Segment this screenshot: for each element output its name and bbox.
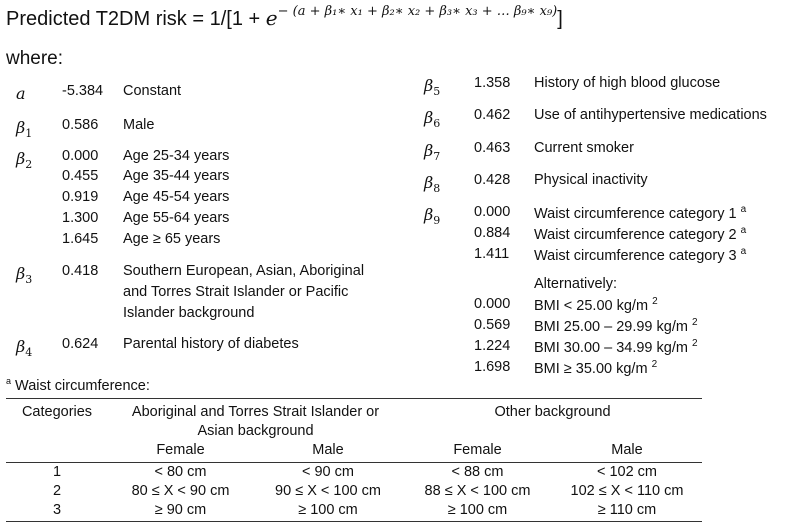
table-cell: 80 ≤ X < 90 cm [131, 483, 230, 499]
coefficient-label-text: Age 45-54 years [123, 189, 230, 205]
coefficient-label [123, 210, 229, 226]
coefficient-symbol [424, 76, 440, 98]
coefficient-symbol-subscript: 3 [25, 273, 33, 287]
superscript-mark: 2 [691, 338, 698, 349]
coefficient-label [534, 317, 698, 335]
coefficient-label-text: History of high blood glucose [534, 75, 721, 91]
subheader-male: Male [552, 441, 702, 463]
coefficient-label-text: Waist circumference category 1 [534, 205, 737, 222]
coefficient-label-text: Age 35-44 years [123, 168, 230, 184]
coefficient-label [534, 338, 698, 356]
formula-exponent: − (a + β₁∗ x₁ + β₂∗ x₂ + β₃∗ x₃ + … β₉∗ x₉) [277, 4, 558, 19]
subheader-female: Female [108, 441, 253, 463]
footnote-text: Waist circumference: [11, 377, 150, 394]
coefficient-label [123, 168, 229, 184]
coefficient-value: 0.624 [62, 336, 99, 352]
coefficient-value: 0.884 [474, 225, 511, 241]
waist-circumference-table [6, 398, 702, 522]
coefficient-symbol [16, 149, 32, 171]
coefficient-symbol-letter: β [424, 173, 434, 192]
coefficient-label-text: BMI 30.00 – 34.99 kg/m [534, 339, 688, 356]
table-header-row [6, 399, 702, 442]
coefficient-label [123, 148, 229, 164]
header-other-group: Other background [403, 399, 702, 442]
coefficient-symbol-subscript: 7 [433, 150, 441, 164]
coefficient-symbol [16, 264, 32, 286]
coefficient-label-text: Constant [123, 83, 182, 99]
coefficient-symbol-letter: β [16, 337, 26, 356]
table-cell: < 80 cm [154, 464, 207, 480]
coefficient-label-text: BMI ≥ 35.00 kg/m [534, 360, 648, 377]
table-cell: < 88 cm [451, 464, 504, 480]
coefficient-value: 0.000 [62, 148, 99, 164]
table-row [6, 463, 702, 483]
coefficient-value: 0.919 [62, 189, 99, 205]
coefficient-label [534, 204, 746, 222]
coefficient-symbol-letter: β [424, 205, 434, 224]
coefficient-label: Southern European, Asian, Aboriginal [123, 263, 365, 279]
coefficient-symbol-letter: β [424, 76, 434, 95]
coefficient-value: -5.384 [62, 83, 104, 99]
coefficient-symbol-subscript: 9 [433, 214, 441, 228]
coefficient-label-text: Physical inactivity [534, 172, 648, 188]
footnote-mark: a [6, 376, 12, 386]
table-row [6, 482, 702, 501]
table-row [6, 501, 702, 522]
coefficient-value: 0.462 [474, 107, 511, 123]
coefficient-label-text: Male [123, 117, 155, 133]
coefficient-label-text: Waist circumference category 3 [534, 247, 737, 264]
coefficient-label-text: Parental history of diabetes [123, 336, 299, 352]
coefficient-symbol-letter: a [16, 84, 26, 103]
coefficient-label-text: Age 55-64 years [123, 210, 230, 226]
coefficient-label [123, 336, 299, 352]
coefficient-symbol [16, 84, 26, 103]
coefficient-label-text: Use of antihypertensive medications [534, 107, 767, 123]
coefficient-symbol-subscript: 1 [25, 127, 33, 141]
subheader-female: Female [403, 441, 552, 463]
coefficient-symbol-subscript: 5 [433, 85, 441, 99]
coefficient-symbol-subscript: 6 [433, 117, 441, 131]
coefficient-value: 0.455 [62, 168, 99, 184]
coefficient-label [534, 359, 657, 377]
coefficient-value: 0.463 [474, 140, 511, 156]
coefficient-label-text: Age 25-34 years [123, 148, 230, 164]
coefficient-symbol [424, 108, 440, 130]
coefficient-symbol [16, 337, 32, 359]
coefficient-label [534, 225, 746, 243]
table-cell: < 90 cm [302, 464, 354, 480]
coefficient-label [123, 231, 220, 247]
superscript-mark: 2 [691, 317, 698, 328]
formula-equals: = 1/[1 + [192, 8, 266, 30]
coefficient-label [534, 246, 746, 264]
coefficient-label [534, 296, 658, 314]
superscript-mark: a [740, 204, 747, 215]
formula-lhs: Predicted T2DM risk [6, 8, 187, 30]
coefficient-label [534, 140, 634, 156]
superscript-mark: a [740, 225, 747, 236]
coefficient-label-text: Age ≥ 65 years [123, 231, 221, 247]
coefficient-label-text: Waist circumference category 2 [534, 226, 737, 243]
table-cell: < 102 cm [596, 464, 658, 480]
superscript-mark: 2 [651, 359, 658, 370]
superscript-mark: a [740, 246, 747, 257]
coefficient-value: 0.428 [474, 172, 511, 188]
table-cell: ≥ 100 cm [253, 501, 403, 522]
subheader-male: Male [253, 441, 403, 463]
coefficient-value: 0.000 [474, 204, 511, 220]
coefficient-symbol-letter: β [16, 118, 26, 137]
coefficient-label [123, 189, 229, 205]
bmi-value: 1.698 [474, 359, 511, 375]
superscript-mark: 2 [652, 296, 658, 307]
coefficient-symbol [16, 118, 32, 140]
coefficient-value: 1.300 [62, 210, 99, 226]
coefficient-label-text: BMI 25.00 – 29.99 kg/m [534, 318, 688, 335]
header-aboriginal-group: Aboriginal and Torres Strait Islander or Asian background [108, 399, 403, 442]
coefficient-symbol-letter: β [16, 264, 26, 283]
coefficient-label-text: Current smoker [534, 140, 634, 156]
coefficient-symbol [424, 141, 440, 163]
bmi-value: 0.000 [474, 296, 511, 312]
table-cell: 1 [52, 464, 62, 480]
coefficient-value: 0.418 [62, 263, 99, 279]
alternatively-label: Alternatively: [534, 276, 618, 292]
coefficient-value: 0.586 [62, 117, 99, 133]
table-cell: 88 ≤ X < 100 cm [424, 483, 531, 499]
coefficient-label [534, 172, 648, 188]
coefficient-symbol [424, 205, 440, 227]
coefficient-symbol-letter: β [16, 149, 26, 168]
waist-footnote [6, 376, 150, 394]
header-categories: Categories [6, 399, 108, 442]
table-cell: 102 ≤ X < 110 cm [570, 483, 684, 499]
coefficient-symbol-subscript: 8 [433, 182, 441, 196]
coefficient-label [123, 117, 154, 133]
coefficient-value: 1.358 [474, 75, 511, 91]
table-cell: 2 [52, 483, 62, 499]
formula-close: ] [557, 8, 563, 30]
coefficient-label-text: BMI < 25.00 kg/m [534, 297, 649, 314]
coefficient-symbol-subscript: 4 [25, 346, 33, 360]
coefficient-value: 1.411 [474, 246, 510, 262]
coefficient-label [534, 75, 720, 91]
coefficient-symbol-letter: β [424, 141, 434, 160]
coefficient-label [534, 107, 767, 123]
coefficient-symbol [424, 173, 440, 195]
coefficient-symbol-subscript: 2 [25, 158, 33, 172]
bmi-value: 1.224 [474, 338, 511, 354]
coefficient-label: Islander background [123, 305, 255, 321]
coefficient-value: 1.645 [62, 231, 99, 247]
bmi-value: 0.569 [474, 317, 511, 333]
table-cell: 90 ≤ X < 100 cm [275, 483, 381, 499]
table-subheader-row [6, 441, 702, 463]
where-label: where: [6, 48, 64, 69]
coefficient-label: and Torres Strait Islander or Pacific [123, 284, 349, 300]
coefficient-symbol-letter: β [424, 108, 434, 127]
coefficient-label [123, 83, 181, 99]
table-cell: ≥ 100 cm [403, 501, 552, 522]
table-cell: 3 [6, 501, 108, 522]
risk-formula [6, 6, 563, 31]
formula-e: e [265, 6, 278, 30]
table-cell: ≥ 110 cm [552, 501, 702, 522]
table-cell: ≥ 90 cm [108, 501, 253, 522]
